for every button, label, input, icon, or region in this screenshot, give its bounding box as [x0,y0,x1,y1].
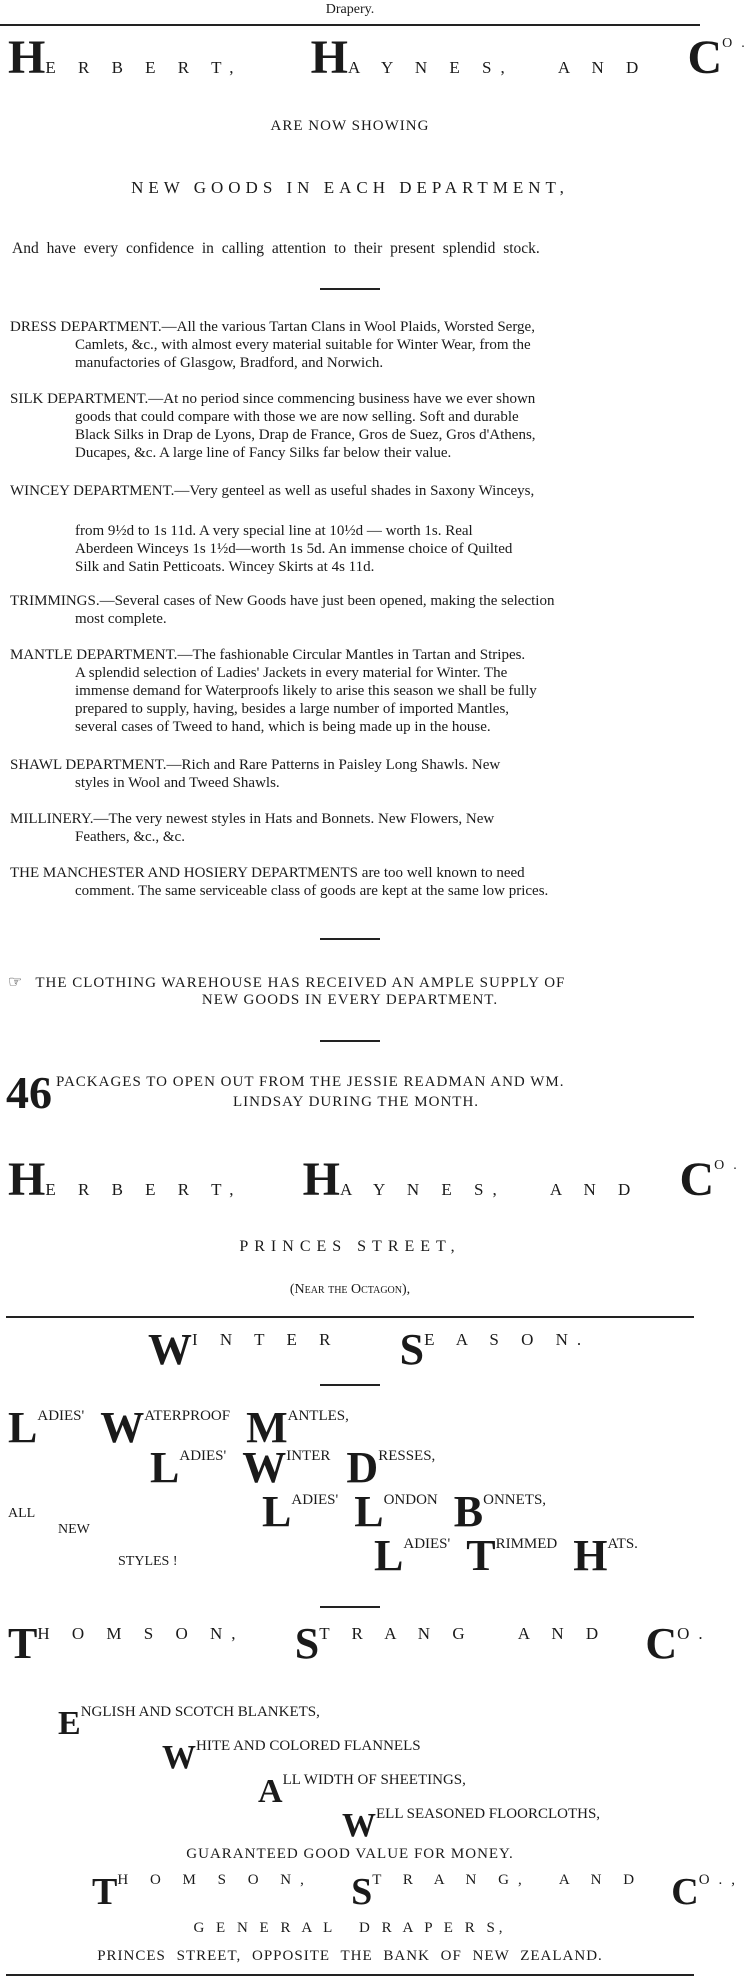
thomson-firm-name [8,1619,712,1668]
goods-text: LL WIDTH OF SHEETINGS, [282,1772,466,1788]
drop-cap: L [8,1403,38,1452]
dept-mantle-head: MANTLE DEPARTMENT. [10,647,178,663]
ladies-word: ADIES' [37,1408,85,1424]
firm-word-erbert: E R B E R T, [45,58,243,77]
ladies-line-2 [150,1443,436,1492]
thomson-firm-name-footer [92,1872,744,1912]
firm-initial-h: H [8,1153,46,1206]
dept-wincey-line2: from 9½d to 1s 11d. A very special line at 10½d — worth 1s. Real [75,523,473,539]
dept-silk-line2: goods that could compare with those we are now selling. Soft and durable [75,409,519,425]
dept-manchester-line2: comment. The same serviceable class of goods are kept at the same low prices. [75,883,549,899]
clothing-notice [8,972,692,1009]
firm-initial-s: S [294,1619,320,1668]
ladies-word: INTER [286,1448,331,1464]
drop-cap: T [466,1531,496,1580]
firm-initial-c: C [671,1871,699,1913]
firm-word-o: O. [677,1624,712,1643]
ladies-word: RESSES, [378,1448,436,1464]
firm-word-erbert: E R B E R T, [45,1180,243,1199]
drop-cap: W [342,1807,376,1844]
guaranteed-line: GUARANTEED GOOD VALUE FOR MONEY. [186,1846,514,1862]
drop-cap: L [354,1487,384,1536]
firm-word-trang: T R A N G, [372,1872,531,1888]
dept-manchester [10,864,690,900]
firm-initial-h2: H [310,31,348,84]
ladies-word: ONNETS, [483,1492,547,1508]
dept-shawl [10,756,690,792]
dept-shawl-line1: —Rich and Rare Patterns in Paisley Long Shawls. New [166,757,501,773]
dept-dress-head: DRESS DEPARTMENT. [10,319,162,335]
ladies-word: ADIES' [179,1448,227,1464]
drop-cap: H [573,1531,608,1580]
ladies-word: ATS. [607,1536,638,1552]
dept-wincey [10,482,690,576]
divider [320,1384,380,1386]
dept-shawl-head: SHAWL DEPARTMENT. [10,757,167,773]
drop-cap: W [242,1443,287,1492]
goods-line-4 [342,1806,600,1846]
section-heading: Drapery. [325,2,375,17]
ladies-word: RIMMED [495,1536,558,1552]
dept-mantle-line3: immense demand for Waterproofs likely to arise this season we shall be fully [75,683,537,699]
dept-mantle-line1: —The fashionable Circular Mantles in Tartan and Stripes. [177,647,526,663]
ad1-firm-name [8,31,754,84]
dept-millinery-line1: —The very newest styles in Hats and Bonnets. New Flowers, New [93,811,495,827]
packages-count: 46 [6,1067,52,1118]
ladies-line-3 [262,1487,547,1536]
firm-initial-c: C [679,1153,715,1206]
divider [320,288,380,290]
bottom-rule [6,1974,694,1976]
dept-trimmings-line2: most complete. [75,611,167,627]
season-initial-s: S [399,1325,425,1374]
winter-initial-w: W [148,1325,192,1374]
dept-millinery-line2: Feathers, &c., &c. [75,829,185,845]
drop-cap: B [453,1487,484,1536]
firm-initial-t: T [8,1619,38,1668]
ladies-word: ADIES' [291,1492,339,1508]
dept-dress [10,318,690,372]
ladies-word: ATERPROOF [144,1408,231,1424]
firm-initial-t: T [92,1871,118,1913]
footer-address: PRINCES STREET, OPPOSITE THE BANK OF NEW ZEALAND. [97,1948,603,1964]
ladies-word: ADIES' [403,1536,451,1552]
dept-silk-line4: Ducapes, &c. A large line of Fancy Silks far below their value. [75,445,452,461]
firm-word-aynes: A Y N E S, [339,1180,506,1199]
firm-word-and: A N D [517,1624,608,1643]
dept-mantle-line5: several cases of Tweed to hand, which is being made up in the house. [75,719,491,735]
firm-initial-c: C [687,31,723,84]
goods-text: ELL SEASONED FLOORCLOTHS, [376,1806,601,1822]
styles-label: STYLES ! [118,1554,178,1569]
new-label: NEW [58,1522,90,1537]
dept-dress-line3: manufactories of Glasgow, Bradford, and Norwich. [75,355,384,371]
firm-word-and: A N D [558,1872,644,1888]
dept-silk-head: SILK DEPARTMENT. [10,391,149,407]
dept-silk-line1: —At no period since commencing business have we ever shown [148,391,536,407]
firm-initial-c: C [645,1619,678,1668]
drop-cap: W [100,1403,145,1452]
dept-wincey-line4: Silk and Satin Petticoats. Wincey Skirts at 4s 11d. [75,559,375,575]
dept-millinery [10,810,690,846]
dept-silk [10,390,690,462]
firm-initial-h: H [8,31,46,84]
drop-cap: L [262,1487,292,1536]
packages-line2: LINDSAY DURING THE MONTH. [232,1094,480,1110]
goods-text: HITE AND COLORED FLANNELS [196,1738,421,1754]
all-label: ALL [8,1506,36,1521]
winter-word: I N T E R [192,1330,340,1349]
address-near: (Near the Octagon), [289,1282,411,1297]
confidence-line: And have every confidence in calling attention to their present splendid stock. [12,240,540,257]
dept-wincey-line3: Aberdeen Winceys 1s 1½d—worth 1s 5d. An immense choice of Quilted [75,541,513,557]
divider [320,938,380,940]
firm-word-o: O. [714,1158,746,1173]
ladies-line-4 [374,1531,638,1580]
clothing-line1: THE CLOTHING WAREHOUSE HAS RECEIVED AN AMPLE SUPPLY OF [35,975,566,991]
dept-dress-line2: Camlets, &c., with almost every material suitable for Winter Wear, from the [75,337,531,353]
dept-millinery-head: MILLINERY. [10,811,94,827]
clothing-line2: NEW GOODS IN EVERY DEPARTMENT. [201,992,499,1008]
ladies-word: ANTLES, [287,1408,349,1424]
dept-mantle-line2: A splendid selection of Ladies' Jackets in every material for Winter. The [75,665,508,681]
pointing-hand-icon: ☞ [8,974,24,991]
firm-initial-s: S [351,1871,373,1913]
divider [320,1040,380,1042]
firm-word-and: A N D [557,58,648,77]
firm-word-and: A N D [549,1180,640,1199]
dept-mantle [10,646,690,736]
season-word: E A S O N. [424,1330,591,1349]
drop-cap: M [246,1403,288,1452]
firm-word-homson: H O M S O N, [117,1872,313,1888]
drop-cap: W [162,1739,196,1776]
firm-word-o: O. [722,36,754,51]
dept-mantle-line4: prepared to supply, having, besides a large number of imported Mantles, [75,701,510,717]
dept-wincey-head: WINCEY DEPARTMENT. [10,483,175,499]
address-street: PRINCES STREET, [239,1238,461,1255]
drop-cap: L [374,1531,404,1580]
dept-shawl-line2: styles in Wool and Tweed Shawls. [75,775,280,791]
firm-word-o: O., [698,1872,745,1888]
firm-word-trang: T R A N G [319,1624,474,1643]
drop-cap: D [346,1443,379,1492]
ladies-line-1 [8,1403,349,1452]
goods-text: NGLISH AND SCOTCH BLANKETS, [80,1704,320,1720]
drop-cap: E [58,1705,81,1742]
dept-trimmings-line1: —Several cases of New Goods have just been opened, making the selection [99,593,555,609]
winter-season-heading [148,1325,591,1374]
firm-initial-h2: H [302,1153,340,1206]
ad1-firm-name-footer [8,1153,746,1206]
new-goods-heading: NEW GOODS IN EACH DEPARTMENT, [131,178,569,197]
dept-manchester-head: THE MANCHESTER AND HOSIERY DEPARTMENTS [10,865,359,881]
divider [320,1606,380,1608]
dept-wincey-line1: —Very genteel as well as useful shades in Saxony Winceys, [174,483,535,499]
dept-silk-line3: Black Silks in Drap de Lyons, Drap de France, Gros de Suez, Gros d'Athens, [75,427,536,443]
ladies-word: ONDON [383,1492,438,1508]
top-rule [0,24,700,26]
dept-dress-line1: —All the various Tartan Clans in Wool Plaids, Worsted Serge, [161,319,535,335]
ad-separator-rule [6,1316,694,1318]
dept-manchester-line1: are too well known to need [358,865,525,881]
firm-word-aynes: A Y N E S, [347,58,514,77]
general-drapers: G E N E R A L D R A P E R S, [193,1920,507,1936]
firm-word-homson: H O M S O N, [37,1624,245,1643]
packages-line1: PACKAGES TO OPEN OUT FROM THE JESSIE READMAN AND WM. [56,1074,565,1090]
drop-cap: L [150,1443,180,1492]
drop-cap: A [258,1773,283,1810]
dept-trimmings-head: TRIMMINGS. [10,593,100,609]
dept-trimmings [10,592,690,628]
now-showing: ARE NOW SHOWING [270,118,430,134]
